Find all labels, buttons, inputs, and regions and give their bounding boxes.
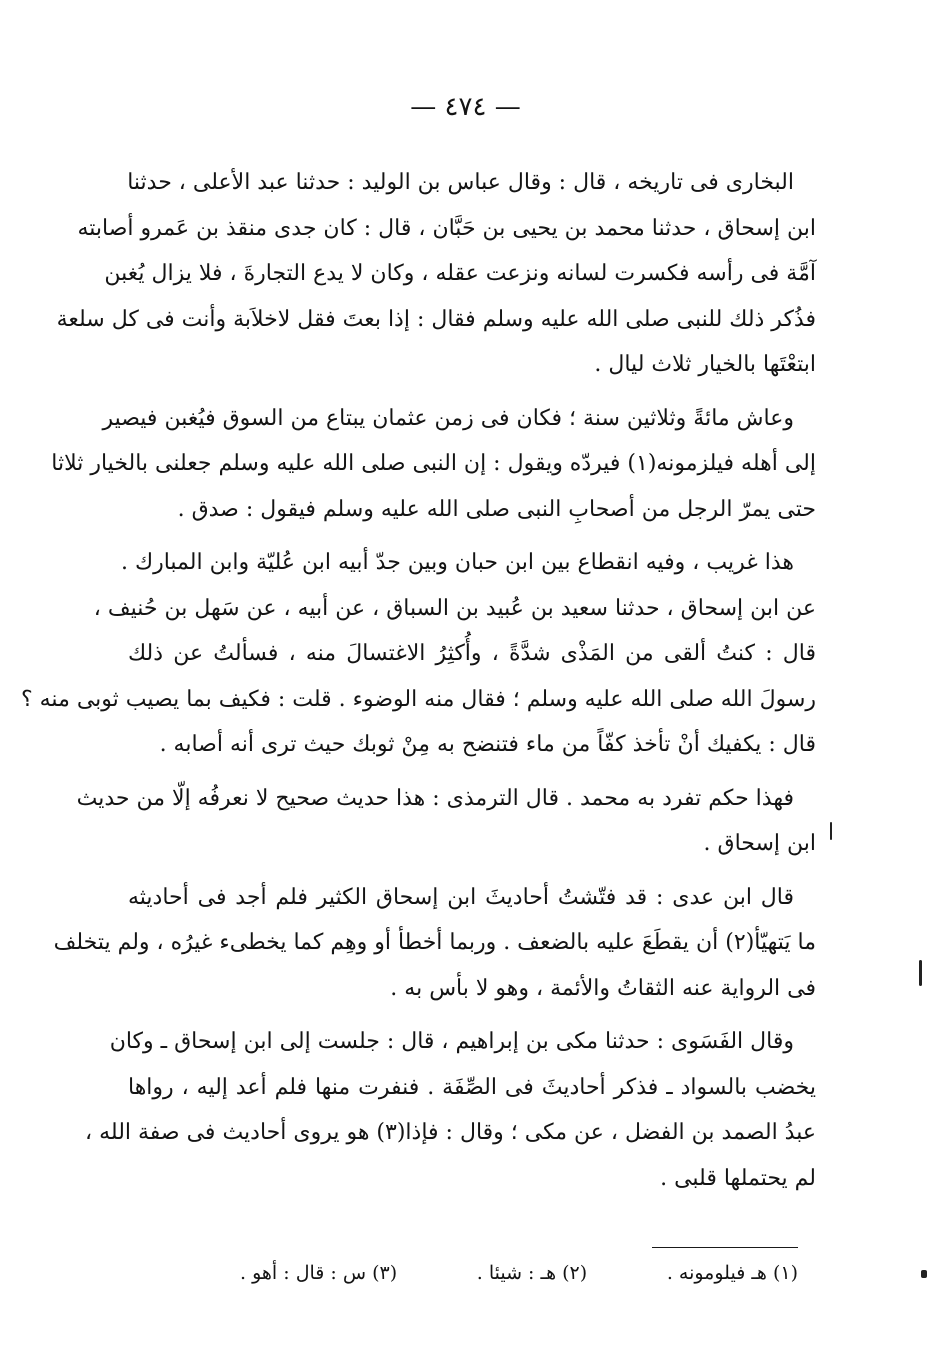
- text-line: رسولَ الله صلى الله عليه وسلم ؛ فقال منه الوضوء . قلت : فكيف بما يصيب ثوبى منه ؟: [20, 686, 816, 712]
- paragraph: [53, 875, 816, 1012]
- paragraph: [51, 396, 816, 533]
- text-line: فهذا حكم تفرد به محمد . قال الترمذى : هذا حديث صحيح لا نعرفُه إلّا من حديث: [76, 785, 794, 811]
- text-line: وقال الفَسَوى : حدثنا مكى بن إبراهيم ، قال : جلست إلى ابن إسحاق ـ وكان: [109, 1029, 794, 1054]
- text-line: آمَّة فى رأسه فكسرت لسانه ونزعت عقله ، وكان لا يدع التجارةَ ، فلا يزال يُغبن: [104, 261, 816, 286]
- footnote: (١) هـ فيلومونه .: [666, 1262, 798, 1284]
- footnote-divider: [652, 1247, 798, 1248]
- text-line: ابتعْتَها بالخيار ثلاث ليال .: [594, 352, 816, 377]
- text-line: ما يَتهيّأ(٢) أن يقطَعَ عليه بالضعف . وربما أخطأ أو وهِم كما يخطىء غيرُه ، ولم يتخلف: [53, 930, 816, 955]
- page-number: — ٤٧٤ —: [410, 92, 521, 122]
- paragraph: [20, 540, 816, 768]
- text-line: يخضب بالسواد ـ فذكر أحاديثَ فى الصِّفَة . فنفرت منها فلم أعد إليه ، رواها: [128, 1074, 816, 1100]
- footnotes: [240, 1262, 798, 1284]
- text-line: فى الرواية عنه الثقاتُ والأئمة ، وهو لا بأس به .: [390, 975, 816, 1001]
- text-line: لم يحتملها قلبى .: [660, 1165, 816, 1191]
- text-line: وعاش مائةً وثلاثين سنة ؛ فكان فى زمن عثمان يبتاع من السوق فيُغبن فيصير: [102, 405, 794, 431]
- text-line: فذُكر ذلك للنبى صلى الله عليه وسلم فقال : إذا بعتَ فقل لاخلاَبة وأنت فى كل سلعة: [56, 306, 816, 332]
- margin-mark: [921, 1270, 927, 1278]
- body-text: [20, 160, 816, 1209]
- text-line: هذا غريب ، وفيه انقطاع بين ابن حبان وبين جدّ أبيه ابن عُليّة وابن المبارك .: [120, 550, 794, 575]
- text-line: ابن إسحاق ، حدثنا محمد بن يحيى بن حَبَّان ، قال : كان جدى منقذ بن عَمرو أصابته: [77, 215, 816, 241]
- text-line: إلى أهله فيلزمونه(١) فيردّه ويقول : إن النبى صلى الله عليه وسلم جعلنى بالخيار ثلاثا: [51, 451, 816, 476]
- text-line: قال : يكفيك أنْ تأخذ كفّاً من ماء فتنضح به مِنْ ثوبك حيث ترى أنه أصابه .: [159, 732, 816, 757]
- text-line: عبدُ الصمد بن الفضل ، عن مكى ؛ وقال : فإذا(٣) هو يروى أحاديث فى صفة الله ،: [85, 1120, 816, 1145]
- paragraph: [76, 776, 816, 867]
- text-line: قال : كنتُ ألقى من المَذْى شدَّةً ، وأُكثِرُ الاغتسالَ منه ، فسألتُ عن ذلك: [128, 641, 816, 666]
- footnote: (٢) هـ : شيئا .: [476, 1262, 588, 1284]
- text-line: قال ابن عدى : قد فتّشتُ أحاديثَ ابن إسحاق الكثير فلم أجد فى أحاديثه: [128, 884, 794, 910]
- text-line: ابن إسحاق .: [703, 831, 816, 856]
- margin-mark: [830, 822, 832, 840]
- text-line: البخارى فى تاريخه ، قال : وقال عباس بن الوليد : حدثنا عبد الأعلى ، حدثنا: [127, 170, 794, 195]
- margin-mark: [919, 960, 922, 986]
- footnote: (٣) س : قال : أهو .: [240, 1262, 398, 1284]
- text-line: حتى يمرّ الرجل من أصحابِ النبى صلى الله عليه وسلم فيقول : صدق .: [177, 496, 816, 522]
- paragraph: [56, 160, 816, 388]
- paragraph: [85, 1019, 816, 1201]
- text-line: عن ابن إسحاق ، حدثنا سعيد بن عُبيد بن السباق ، عن أبيه ، عن سَهل بن حُنيف ،: [93, 595, 816, 621]
